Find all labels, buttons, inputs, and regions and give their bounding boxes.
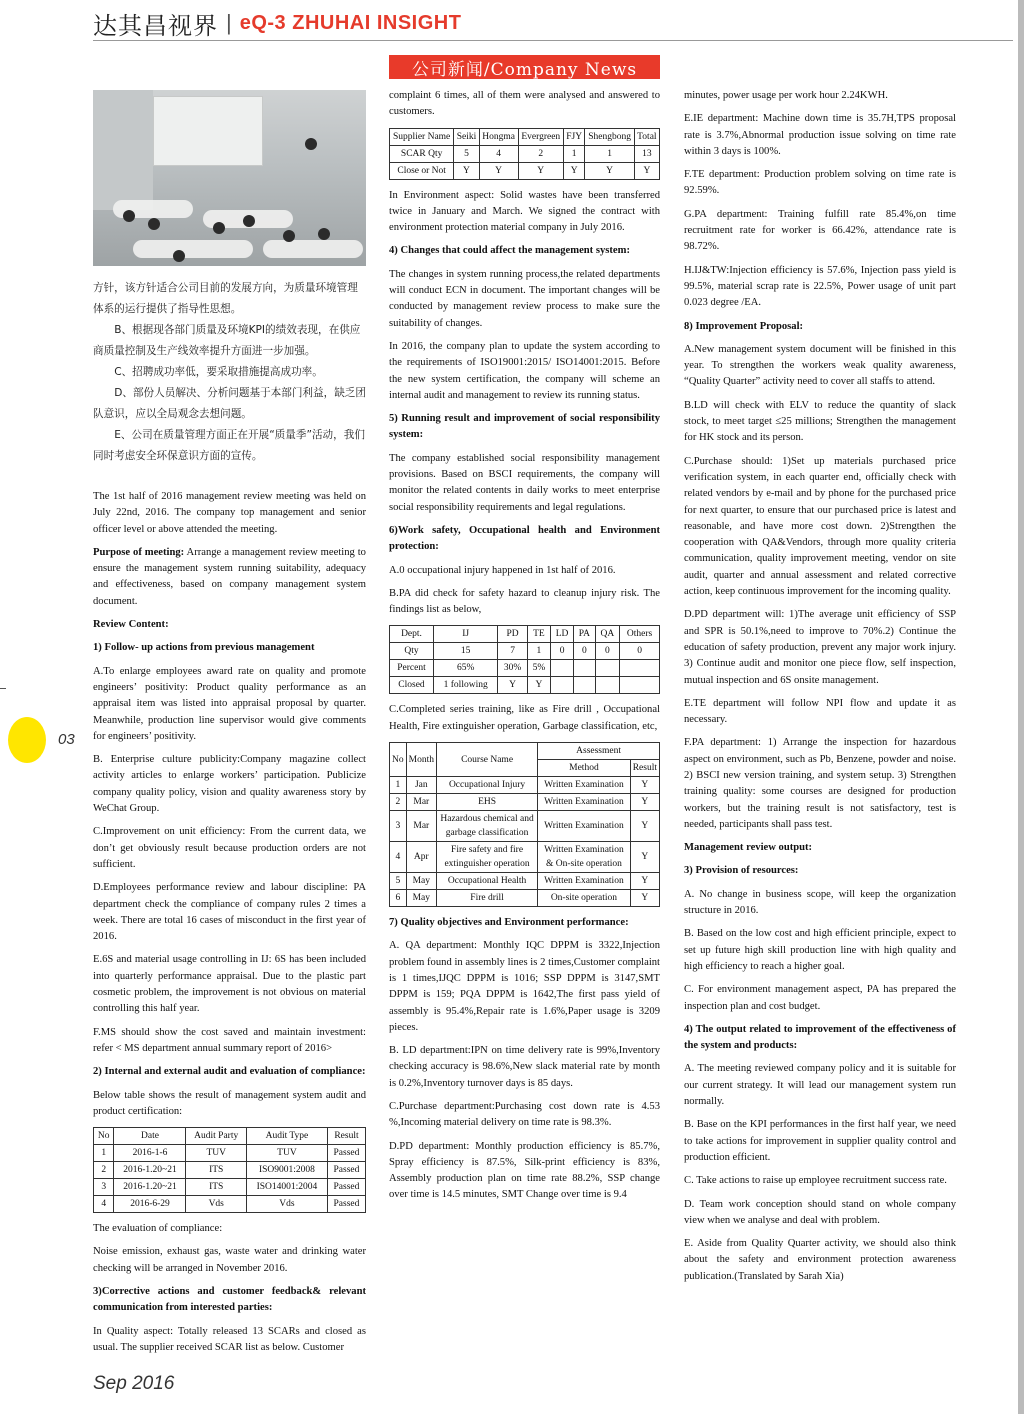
table-cell: Hazardous chemical and garbage classification [436, 811, 537, 842]
photo-person [213, 222, 225, 234]
table-row [390, 842, 660, 873]
table-cell: 7 [498, 643, 527, 660]
column-3 [684, 88, 956, 1292]
paragraph-b: B. Enterprise culture publicity:Company magazine collect activity articles to enlarge workers’ participation. Publicize company quality policy, vision and quality awareness story by WeChat Group. [93, 754, 366, 815]
paragraph-intro: The 1st half of 2016 management review meeting was held on July 22nd, 2016. The company top management and senior officer level or above attended the meeting. [93, 491, 366, 535]
paragraph-changes: The changes in system running process,the related departments will conduct ECN in document. The important changes will be conducted by management review process to make sure the suitability of changes. [389, 268, 660, 329]
table-header: Supplier Name [390, 128, 454, 145]
header-en-title: eQ-3 ZHUHAI INSIGHT [239, 11, 462, 34]
table-cell [551, 660, 574, 677]
table-cell: 3 [94, 1179, 114, 1196]
table-row [94, 1179, 366, 1196]
heading-output-improvement: 4) The output related to improvement of the effectiveness of the system and products: [684, 1023, 956, 1052]
table-header: Course Name [436, 743, 537, 777]
table-cell: 5 [454, 145, 479, 162]
paragraph-evaluation: The evaluation of compliance: [93, 1223, 223, 1235]
paragraph-qa: A. QA department: Monthly IQC DPPM is 3322,Injection problem found in assembly lines is 2 times,Customer complaint is 1 times,IJQC DPPM is 1016; SSP DPPM is 3147,SMT DPPM is 159; PQA DPPM is 1642,The first pass yield of assembly is 95.4%,Repair rate is 1.6%,Paper usage is 3209 pieces. [389, 940, 660, 1033]
table-cell: May [406, 873, 436, 890]
table-header: Assessment [538, 743, 660, 760]
table-cell: Apr [406, 842, 436, 873]
photo-person [173, 250, 185, 262]
table-header: PA [574, 626, 595, 643]
table-cell: 1 [563, 145, 585, 162]
table-cell: ITS [186, 1179, 246, 1196]
table-cell: Written Examination [538, 811, 631, 842]
paragraph-ld: B. LD department:IPN on time delivery rate is 99%,Inventory checking accuracy is 98.6%,New slack material rate by month is 0.2%,Inventory turnover days is 85 days. [389, 1045, 660, 1089]
improvement-b: B.LD will check with ELV to reduce the quantity of slack stock, to meet target ≤25 millions; Strengthen the management for HK stock and its person. [684, 399, 956, 444]
table-cell: Y [454, 162, 479, 179]
photo-wall [93, 90, 153, 210]
cn-paragraph: 方针，该方针适合公司目前的发展方向，为质量环境管理体系的运行提供了指导性思想。 [93, 282, 358, 315]
table-cell [595, 677, 620, 694]
paragraph-purpose [93, 545, 366, 610]
cn-paragraph: E、公司在质量管理方面正在开展“质量季”活动，我们同时考虑安全环保意识方面的宣传。 [93, 429, 365, 462]
table-cell: 1 [94, 1145, 114, 1162]
table-cell: 65% [433, 660, 497, 677]
heading-social: 5) Running result and improvement of social responsibility system: [389, 413, 660, 441]
table-cell [574, 677, 595, 694]
improvement-e: E.TE department will follow NPI flow and update it as necessary. [684, 697, 956, 726]
heading-work-safety: 6)Work safety, Occupational health and Environment protection: [389, 524, 660, 553]
paragraph-e: E.6S and material usage controlling in IJ: 6S has been included into quarterly performance appraisal. Due to the plastic part cosmetic problem, the improvement is not obvious on material controlling this half year. [93, 954, 366, 1015]
photo-presenter [305, 138, 317, 150]
table-cell: 0 [574, 643, 595, 660]
cn-paragraph: C、招聘成功率低，要采取措施提高成功率。 [114, 366, 323, 378]
paragraph-quality-aspect: In Quality aspect: Totally released 13 SCARs and closed as usual. The supplier received SCAR list as below. Customer [93, 1325, 366, 1353]
paragraph-table-intro: Below table shows the result of management system audit and product certification: [93, 1089, 366, 1117]
chinese-text-block [93, 278, 366, 467]
photo-table [263, 240, 363, 258]
table-header-row [94, 1128, 366, 1145]
photo-person [283, 230, 295, 242]
table-row [390, 777, 660, 794]
photo-person [123, 210, 135, 222]
table-cell: TUV [246, 1145, 327, 1162]
resource-b: B. Based on the low cost and high efficient principle, expect to set up future high skill production line with high quality and high efficiency to reach a higher goal. [684, 928, 956, 972]
page-number: 03 [58, 731, 75, 748]
table-row [390, 677, 660, 694]
table-row [390, 660, 660, 677]
table-header: No [94, 1128, 114, 1145]
table-cell: 6 [390, 890, 407, 907]
table-cell: ITS [186, 1162, 246, 1179]
resource-a: A. No change in business scope, will keep the organization structure in 2016. [684, 888, 956, 917]
output-e: E. Aside from Quality Quarter activity, we should also think about the safety and environment protection awareness publication.(Translated by Sarah Xia) [684, 1238, 956, 1282]
header-rule [93, 40, 1013, 41]
heading-audit: 2) Internal and external audit and evaluation of compliance: [93, 1066, 366, 1078]
photo-person [243, 215, 255, 227]
table-header: Hongma [479, 128, 518, 145]
table-header: Audit Party [186, 1128, 246, 1145]
paragraph-te: F.TE department: Production problem solving on time rate is 92.59%. [684, 169, 956, 197]
table-row [94, 1145, 366, 1162]
improvement-d: D.PD department will: 1)The average unit efficiency of SSP and SPR is 50.1%,need to improve to 70%.2) Continue the education of safety production, prevent any major work injury. 3) Continue audit and monitor one piece flow, self inspection, mutual inspection and 6S onsite management. [684, 609, 956, 686]
paragraph-ie: E.IE department: Machine down time is 35.7H,TPS proposal rate is 3.7%,Abnormal production issue solving on time rate within 3 days is 100%. [684, 113, 956, 157]
cn-paragraph: D、部份人员解决、分析问题基于本部门利益，缺乏团队意识，应以全局观念去想问题。 [93, 387, 366, 420]
table-cell: 5% [527, 660, 550, 677]
paragraph-d: D.Employees performance review and labour discipline: PA department check the compliance of company rules 2 times a week. There are total 16 cases of misconduct in the first year of 2016. [93, 882, 366, 943]
table-cell: Y [630, 811, 659, 842]
paragraph-pa: G.PA department: Training fulfill rate 85.4%,on time recruitment rate for worker is 66.42%, attendance rate is 98.72%. [684, 208, 956, 253]
improvement-c: C.Purchase should: 1)Set up materials purchased price verification system, in each quarter end, officially check with related vendors by e-mail and by phone for the purchased price for next quarter, to ensure that our purchased price is latest and reasonable, and have more cost down. 2)Strengthen the cooperation with QA&Vendors, through more quality criteria communication, quality improvement meeting, vendor on site audit, quarter and annual assessment and related corrective action, keep continuous improvement for the incoming quality. [684, 455, 956, 598]
table-cell: 2 [518, 145, 563, 162]
heading-quality-objectives: 7) Quality objectives and Environment performance: [389, 917, 629, 929]
improvement-a: A.New management system document will be finished in this year. To strengthen the workers weak quality awareness, “Quality Quarter” activity need to cover all staffs to attend. [684, 343, 956, 388]
table-cell: 2016-1.20~21 [114, 1179, 186, 1196]
table-row [390, 811, 660, 842]
table-header-row [390, 743, 660, 760]
paragraph-a: A.0 occupational injury happened in 1st half of 2016. [389, 564, 616, 576]
review-content-heading: Review Content: [93, 619, 169, 631]
table-cell: 1 [585, 145, 634, 162]
table-cell: Y [518, 162, 563, 179]
table-cell: Written Examination [538, 777, 631, 794]
table-cell: 30% [498, 660, 527, 677]
table-cell: Passed [327, 1162, 365, 1179]
audit-table [93, 1127, 366, 1213]
table-cell: Close or Not [390, 162, 454, 179]
table-cell: Y [630, 890, 659, 907]
table-header: Total [634, 128, 659, 145]
table-header: Shengbong [585, 128, 634, 145]
table-cell: TUV [186, 1145, 246, 1162]
page-number-dot [8, 717, 46, 763]
paragraph-complaint: complaint 6 times, all of them were analysed and answered to customers. [389, 90, 660, 118]
projection-screen [153, 96, 263, 166]
training-table [389, 742, 660, 907]
table-cell: EHS [436, 794, 537, 811]
table-header: Seiki [454, 128, 479, 145]
table-cell: Y [630, 777, 659, 794]
hazard-table [389, 625, 660, 694]
table-cell: 4 [479, 145, 518, 162]
heading-changes: 4) Changes that could affect the management system: [389, 245, 630, 257]
table-cell: Mar [406, 811, 436, 842]
improvement-f: F.PA department: 1) Arrange the inspection for hazardous aspect on environment, such as Pb, Benzene, powder and noise. 2) BSCI new version training, and system setup. 3) Strengthen training quality: some courses are designed for production workers, but the training result is not satisfactory, test is needed, participants shall pass test. [684, 737, 956, 830]
table-cell: Qty [390, 643, 434, 660]
header-cn-title: 达其昌视界 [93, 11, 218, 40]
table-cell: Vds [186, 1196, 246, 1213]
table-cell: Passed [327, 1196, 365, 1213]
table-cell: Mar [406, 794, 436, 811]
table-row [94, 1162, 366, 1179]
table-cell: Passed [327, 1179, 365, 1196]
table-cell: 4 [390, 842, 407, 873]
table-cell [620, 660, 660, 677]
table-cell: 4 [94, 1196, 114, 1213]
output-a: A. The meeting reviewed company policy and it is suitable for our current strategy. It will lead our management system run normally. [684, 1063, 956, 1108]
table-cell: 2016-1.20~21 [114, 1162, 186, 1179]
meeting-photo [93, 90, 366, 266]
table-header: PD [498, 626, 527, 643]
page-edge [1018, 0, 1024, 1414]
resource-c: C. For environment management aspect, PA has prepared the inspection plan and cost budget. [684, 984, 956, 1012]
table-cell: May [406, 890, 436, 907]
paragraph-b: B.PA did check for safety hazard to cleanup injury risk. The findings list as below, [389, 587, 660, 616]
table-cell: Fire safety and fire extinguisher operation [436, 842, 537, 873]
table-cell: Y [498, 677, 527, 694]
photo-person [148, 218, 160, 230]
table-cell [620, 677, 660, 694]
table-header: LD [551, 626, 574, 643]
table-cell: Y [479, 162, 518, 179]
table-cell: Vds [246, 1196, 327, 1213]
table-header: Result [327, 1128, 365, 1145]
table-cell: Fire drill [436, 890, 537, 907]
table-cell: ISO9001:2008 [246, 1162, 327, 1179]
table-cell: Passed [327, 1145, 365, 1162]
paragraph-2016-plan: In 2016, the company plan to update the system according to the requirements of ISO19001:2015/ ISO14001:2015. Before the new system certification, the company will scheme an internal audit and management to review its running status. [389, 340, 660, 401]
table-header: Date [114, 1128, 186, 1145]
table-cell: Y [527, 677, 550, 694]
heading-follow-up: 1) Follow- up actions from previous management [93, 642, 315, 654]
table-header: Method [538, 760, 631, 777]
heading-improvement: 8) Improvement Proposal: [684, 320, 804, 332]
output-c: C. Take actions to raise up employee recruitment success rate. [684, 1175, 947, 1187]
margin-tick [0, 688, 6, 689]
table-header: Dept. [390, 626, 434, 643]
column-2 [389, 88, 660, 1211]
table-cell: Y [630, 794, 659, 811]
table-cell: 3 [390, 811, 407, 842]
paragraph-noise: Noise emission, exhaust gas, waste water and drinking water checking will be arranged in November 2016. [93, 1246, 366, 1274]
table-cell: 1 [390, 777, 407, 794]
table-cell: Y [630, 873, 659, 890]
heading-corrective: 3)Corrective actions and customer feedback& relevant communication from interested parties: [93, 1285, 366, 1314]
purpose-text: Arrange a management review meeting to ensure the management system running suitability, adequacy and effectiveness, based on company management system document. [93, 546, 366, 607]
table-cell: 2 [390, 794, 407, 811]
table-cell: On-site operation [538, 890, 631, 907]
table-header: Result [630, 760, 659, 777]
table-cell: Written Examination [538, 873, 631, 890]
table-header-row [390, 626, 660, 643]
table-header-row [390, 128, 660, 145]
table-cell [551, 677, 574, 694]
photo-table [133, 240, 253, 258]
table-cell: Y [634, 162, 659, 179]
table-cell: Occupational Health [436, 873, 537, 890]
table-cell: Jan [406, 777, 436, 794]
issue-date: Sep 2016 [93, 1373, 175, 1394]
paragraph-pd: D.PD department: Monthly production efficiency is 85.7%, Spray efficiency is 87.5%, Silk-print efficiency is 83%, Assembly production plan on time rate 88.2%, SSP change over time is 14.5 minutes, SMT Change over time is 9.4 [389, 1140, 660, 1201]
output-d: D. Team work conception should stand on whole company view when we analyse and deal with problem. [684, 1198, 956, 1226]
table-row [390, 643, 660, 660]
heading-resources: 3) Provision of resources: [684, 865, 799, 877]
table-header: Others [620, 626, 660, 643]
table-header: Evergreen [518, 128, 563, 145]
table-header: Audit Type [246, 1128, 327, 1145]
table-row [390, 890, 660, 907]
table-cell: Closed [390, 677, 434, 694]
table-header: FJY [563, 128, 585, 145]
table-cell: Percent [390, 660, 434, 677]
table-cell: 2 [94, 1162, 114, 1179]
table-cell [595, 660, 620, 677]
paragraph-c: C.Completed series training, like as Fire drill , Occupational Health, Fire extinguisher operation, Garbage classification, etc, [389, 704, 660, 732]
photo-person [318, 228, 330, 240]
paragraph-a: A.To enlarge employees award rate on quality and promote engineers’ positivity: Product quality performance as an appraisal item was listed into appraisal proposal by quarter. Meanwhile, production line supervisor would give comments for engineers’ positivity. [93, 665, 366, 742]
header-separator: | [226, 10, 232, 35]
table-cell: Y [630, 842, 659, 873]
cn-paragraph: B、根据现各部门质量及环境KPI的绩效表现，在供应商质量控制及生产线效率提升方面进一步加强。 [93, 324, 361, 357]
table-header: IJ [433, 626, 497, 643]
scar-table [389, 128, 660, 180]
paragraph-f: F.MS should show the cost saved and maintain investment: refer < MS department annual summary report of 2016> [93, 1026, 366, 1054]
table-cell: 0 [595, 643, 620, 660]
table-header: TE [527, 626, 550, 643]
table-cell: Written Examination & On-site operation [538, 842, 631, 873]
table-header: QA [595, 626, 620, 643]
table-header: No [390, 743, 407, 777]
table-cell: 13 [634, 145, 659, 162]
table-row [390, 794, 660, 811]
table-cell: 15 [433, 643, 497, 660]
table-cell: Occupational Injury [436, 777, 537, 794]
table-cell: 5 [390, 873, 407, 890]
table-cell: 2016-1-6 [114, 1145, 186, 1162]
table-cell: Written Examination [538, 794, 631, 811]
output-b: B. Base on the KPI performances in the first half year, we need to take actions for improvement in supplier quality control and production efficient. [684, 1119, 956, 1163]
paragraph-ij: H.IJ&TW:Injection efficiency is 57.6%, Injection pass yield is 99.5%, material scrap rate is 22.5%, Power usage of unit part 0.023 degree /EA. [684, 264, 956, 309]
table-cell: 0 [551, 643, 574, 660]
table-cell: 0 [620, 643, 660, 660]
paragraph-social: The company established social responsibility management provisions. Based on BSCI requirements, the company will monitor the related contents in daily works to meet enterprise social responsibility requirements and legal regulations. [389, 452, 660, 513]
table-cell: 1 [527, 643, 550, 660]
table-row [390, 145, 660, 162]
table-row [390, 162, 660, 179]
paragraph-purchase: C.Purchase department:Purchasing cost down rate is 4.53 %,Incoming material delivery on time rate is 98.3%. [389, 1100, 660, 1129]
table-row [94, 1196, 366, 1213]
purpose-label: Purpose of meeting: [93, 546, 185, 558]
table-cell: Y [563, 162, 585, 179]
table-header: Month [406, 743, 436, 777]
table-cell: 1 following [433, 677, 497, 694]
heading-review-output: Management review output: [684, 842, 813, 854]
column-1 [93, 489, 366, 1363]
table-cell: 2016-6-29 [114, 1196, 186, 1213]
table-cell: ISO14001:2004 [246, 1179, 327, 1196]
section-banner: 公司新闻/Company News [389, 55, 660, 79]
table-cell: SCAR Qty [390, 145, 454, 162]
table-cell: Y [585, 162, 634, 179]
table-row [390, 873, 660, 890]
paragraph-c: C.Improvement on unit efficiency: From the current data, we don’t get obviously result because production orders are not sufficient. [93, 826, 366, 870]
page-header [93, 8, 461, 38]
table-cell [574, 660, 595, 677]
paragraph-environment: In Environment aspect: Solid wastes have been transferred twice in January and March. We signed the contract with environment protection material company in July 2016. [389, 189, 660, 234]
paragraph-minutes: minutes, power usage per work hour 2.24KWH. [684, 90, 888, 101]
